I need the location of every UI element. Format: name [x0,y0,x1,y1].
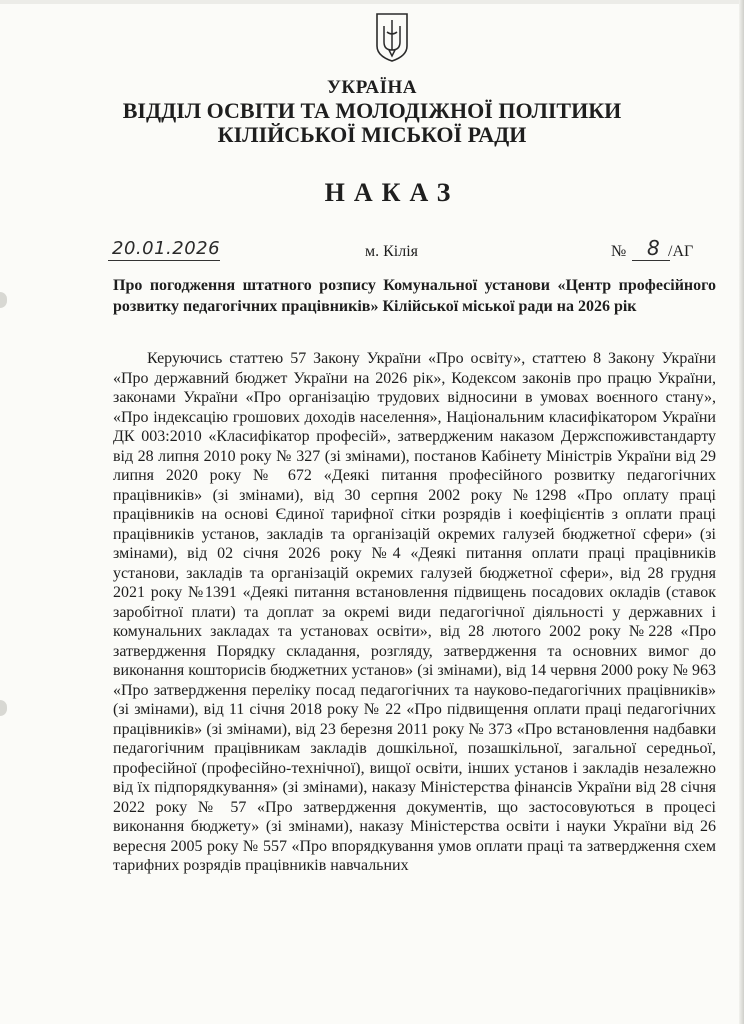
page-top-edge [0,0,744,4]
country-heading: УКРАЇНА [326,77,417,98]
date-underline [108,260,220,261]
number-underline [632,260,670,261]
punch-hole [0,700,7,716]
document-number: 8 [647,236,660,260]
number-prefix: № [611,243,627,260]
punch-hole [0,292,7,308]
document-type-title: НАКАЗ [324,178,460,207]
document-subject: Про погодження штатного розпису Комунальної установи «Центр професійного розвитку педагогічних працівників» Кілійської міської ради на 2026 рік [113,277,716,315]
document-body [113,349,716,876]
body-paragraph: Керуючись статтею 57 Закону України «Про освіту», статтею 8 Закону України «Про державний бюджет України на 2026 рік», Кодексом законів про працю України, законами України «Про організацію трудових відносини в умовах воєнного стану», «Про індексацію грошових доходів населення», Національним класифікатором України ДК 003:2010 «Класифікатор професій», затвердженим наказом Держспоживстандарту від 28 липня 2010 року № 327 (зі змінами), постанов Кабінету Міністрів України від 29 липня 2020 року № 672 «Деякі питання професійного розвитку педагогічних працівників» (зі змінами), від 30 серпня 2002 року №1298 «Про оплату праці працівників на основі Єдиної тарифної сітки розрядів і коефіцієнтів з оплати праці працівників установ, закладів та організацій окремих галузей бюджетної сфери» (зі змінами), від 02 січня 2026 року №4 «Деякі питання оплати праці працівників установи, закладів та організацій окремих галузей бюджетної сфери», від 28 грудня 2021 року №1391 «Деякі питання встановлення підвищень посадових окладів (ставок заробітної плати) та доплат за окремі види педагогічної діяльності у державних і комунальних закладах та установах освіти», від 28 лютого 2002 року №228 «Про затвердження Порядку складання, розгляду, затвердження та основних вимог до виконання кошторисів бюджетних установ» (зі змінами), від 14 червня 2000 року № 963 «Про затвердження переліку посад педагогічних та науково-педагогічних працівників» (зі змінами), від 11 січня 2018 року № 22 «Про підвищення оплати праці педагогічних працівників» (зі змінами), від 23 березня 2011 року № 373 «Про встановлення надбавки педагогічним працівникам закладів дошкільної, позашкільної, загальної середньої, професійної (професійно-технічної), вищої освіти, інших установ і закладів незалежно від їх підпорядкування» (зі змінами), наказу Міністерства фінансів України від 28 січня 2022 року № 57 «Про затвердження документів, що застосовуються в процесі виконання бюджету» (зі змінами), наказу Міністерства освіти і науки України від 26 вересня 2005 року № 557 «Про впорядкування умов оплати праці та затвердження схем тарифних розрядів працівників навчальних [113,350,716,874]
department-heading-line1: ВІДДІЛ ОСВІТИ ТА МОЛОДІЖНОЇ ПОЛІТИКИ [122,98,622,123]
document-date: 20.01.2026 [112,238,221,259]
document-city: м. Кілія [365,243,419,260]
page-right-edge [739,0,744,1024]
number-suffix: /АГ [668,243,694,260]
department-heading-line2: КІЛІЙСЬКОЇ МІСЬКОЇ РАДИ [217,122,527,147]
coat-of-arms-icon [375,12,409,62]
